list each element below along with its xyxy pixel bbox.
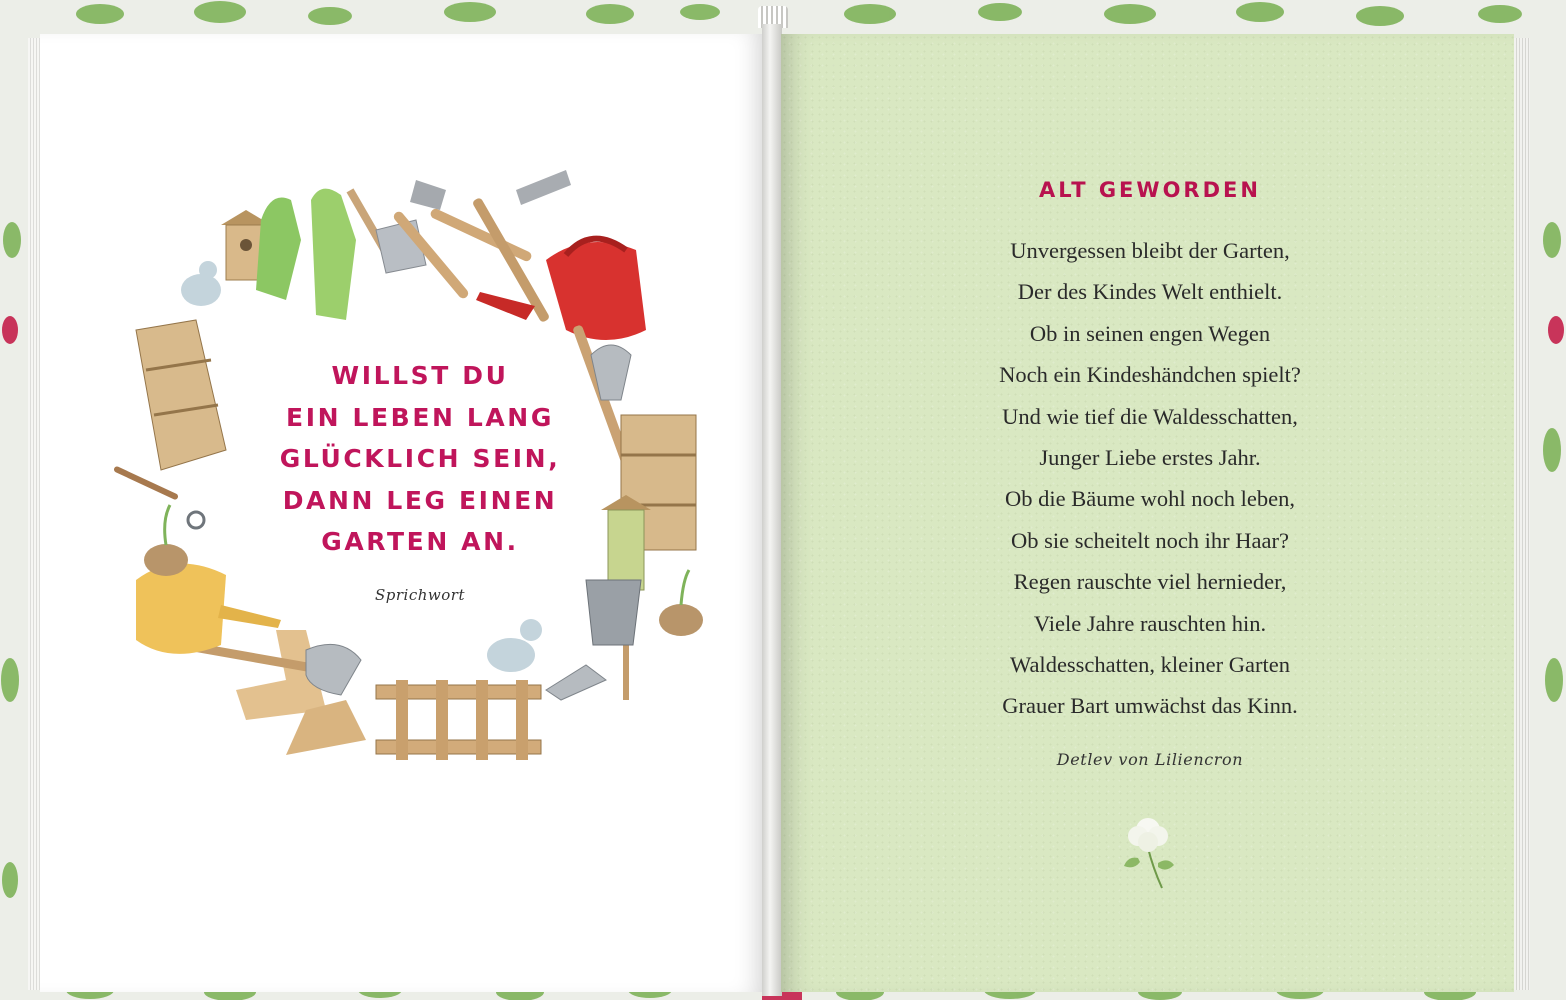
poem-line: Und wie tief die Waldesschatten,	[1002, 403, 1298, 429]
quote-line: WILLST DU	[331, 361, 509, 390]
white-flower-illustration	[1118, 808, 1180, 890]
flower-bulb-right-icon	[659, 570, 703, 636]
poem-line: Der des Kindes Welt enthielt.	[1017, 279, 1283, 305]
poem-author: Detlev von Liliencron	[1056, 750, 1244, 769]
poem-line: Ob in seinen engen Wegen	[1029, 320, 1271, 346]
pruning-shears-icon	[392, 180, 533, 300]
scissors-icon	[113, 465, 204, 528]
quote-line: DANN LEG EINEN	[282, 485, 558, 515]
poem-body	[905, 230, 1395, 727]
red-watering-can-icon	[476, 239, 646, 340]
poem-line: Unvergessen bleibt der Garten,	[1010, 238, 1290, 263]
flower-bulb-left-icon	[144, 505, 188, 576]
poem-line: Viele Jahre rauschten hin.	[1033, 610, 1267, 636]
poem-line: Regen rauschte viel hernieder,	[1013, 569, 1287, 595]
poem-line: Ob sie scheitelt noch ihr Haar?	[1010, 527, 1290, 553]
wooden-crate-left-icon	[136, 320, 226, 470]
quote-line: GARTEN AN.	[321, 527, 519, 556]
yellow-watering-can-icon	[136, 564, 281, 654]
garden-quote	[220, 355, 620, 563]
wooden-ladder-icon	[376, 680, 541, 760]
quote-line: EIN LEBEN LANG	[286, 402, 554, 432]
gardening-gloves-icon	[256, 189, 356, 320]
poem-line: Junger Liebe erstes Jahr.	[1039, 445, 1261, 471]
bird-right-icon	[487, 619, 542, 672]
bird-left-icon	[181, 261, 221, 306]
poem-title: ALT GEWORDEN	[1039, 178, 1261, 202]
poem-line: Grauer Bart umwächst das Kinn.	[1002, 693, 1298, 719]
poem-line: Ob die Bäume wohl noch leben,	[1005, 486, 1295, 512]
page-edges-right	[1514, 38, 1530, 990]
poem-line: Waldesschatten, kleiner Garten	[1010, 652, 1290, 678]
quote-source: Sprichwort	[375, 586, 465, 604]
book-spine	[762, 24, 782, 996]
trowel-icon	[546, 665, 606, 700]
quote-line: GLÜCKLICH SEIN,	[279, 444, 561, 473]
poem-line: Noch ein Kindeshändchen spielt?	[999, 362, 1301, 388]
